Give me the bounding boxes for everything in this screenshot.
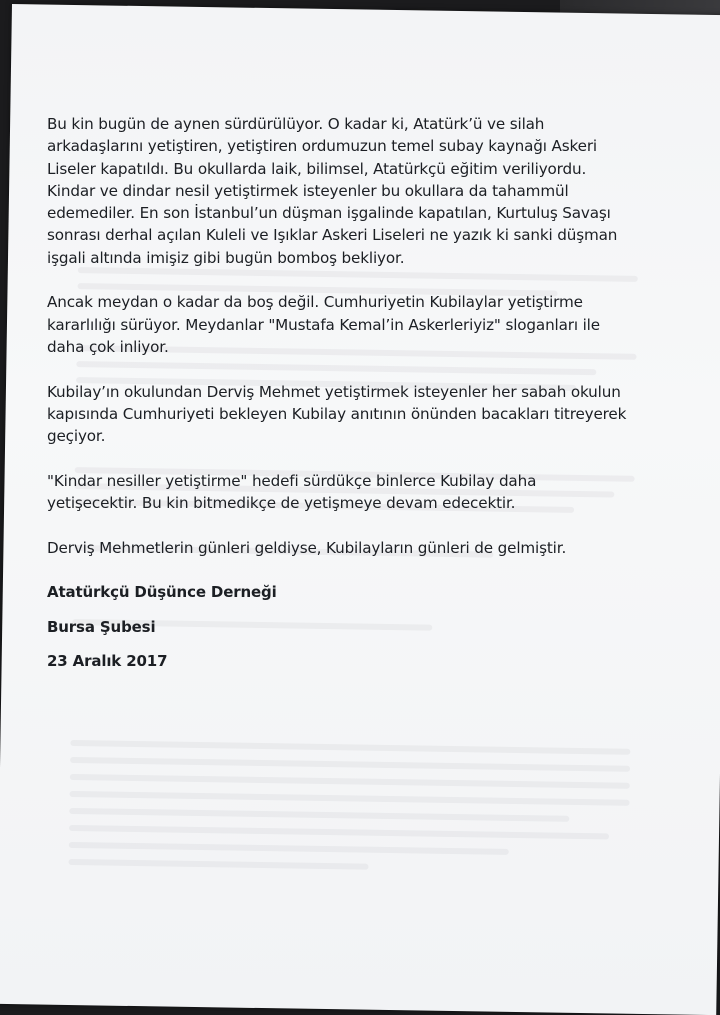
signature-block <box>47 581 627 672</box>
show-through-text <box>70 791 630 806</box>
paragraph-2: Ancak meydan o kadar da boş değil. Cumhuriyetin Kubilaylar yetiştirme kararlılığı sürüyor. Meydanlar "Mustafa Kemal’in Askerleriyiz" sloganları ile daha çok inliyor. <box>47 293 600 356</box>
signature-branch: Bursa Şubesi <box>47 617 156 636</box>
document-body <box>47 113 627 684</box>
paragraph-4: "Kindar nesiller yetiştirme" hedefi sürdükçe binlerce Kubilay daha yetişecektir. Bu kin bitmedikçe de yetişmeye devam edecektir. <box>47 471 537 513</box>
signature-date: 23 Aralık 2017 <box>47 651 168 670</box>
show-through-text <box>70 740 630 755</box>
signature-organization: Atatürkçü Düşünce Derneği <box>47 583 277 602</box>
paragraph-5: Derviş Mehmetlerin günleri geldiyse, Kubilayların günleri de gelmiştir. <box>47 538 567 557</box>
show-through-text <box>68 859 368 870</box>
show-through-text <box>70 774 630 789</box>
show-through-text <box>69 808 569 822</box>
paragraph-1: Bu kin bugün de aynen sürdürülüyor. O kadar ki, Atatürk’ü ve silah arkadaşlarını yetiştiren, yetiştiren ordumuzun temel subay kaynağı Askeri Liseler kapatıldı. Bu okullarda laik, bilimsel, Atatürkçü eğitim veriliyordu. Kindar ve dindar nesil yetiştirmek isteyenler bu okullara da tahammül edemediler. En son İstanbul’un düşman işgalinde kapatılan, Kurtuluş Savaşı sonrası derhal açılan Kuleli ve Işıklar Askeri Liseleri ne yazık ki sanki düşman işgali altında imişiz gibi bugün bomboş bekliyor. <box>47 115 618 267</box>
show-through-text <box>69 825 609 839</box>
show-through-text <box>70 757 630 772</box>
paragraph-3: Kubilay’ın okulundan Derviş Mehmet yetiştirmek isteyenler her sabah okulun kapısında Cumhuriyeti bekleyen Kubilay anıtının önünden bacakları titreyerek geçiyor. <box>47 382 627 446</box>
show-through-text <box>69 842 509 855</box>
